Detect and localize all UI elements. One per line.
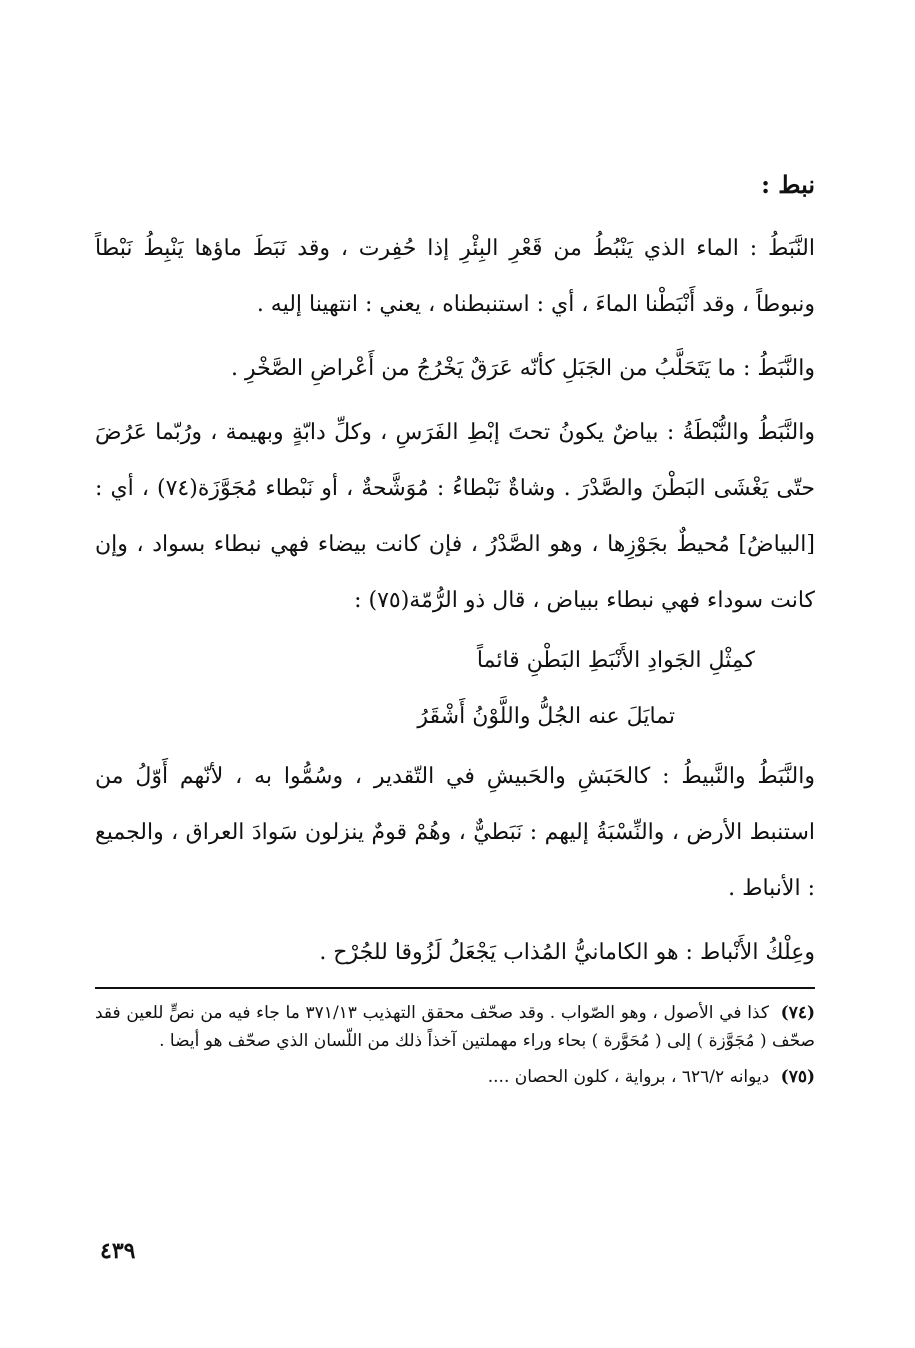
verse-hemistich-2: تمايَلَ عنه الجُلُّ واللَّوْنُ أَشْقَرُ: [417, 704, 675, 729]
footnote-75: [95, 1063, 815, 1091]
paragraph-mountain: والنَّبَطُ : ما يَتَحَلَّبُ من الجَبَلِ كأنّه عَرَقٌ يَخْرُجُ من أَعْراضِ الصَّخْرِ .: [230, 356, 815, 381]
footnote-number: (٧٥): [780, 1067, 815, 1087]
page-body: [95, 170, 815, 1099]
entry-heading: نبط :: [761, 170, 815, 199]
footnote-text: كذا في الأصول ، وهو الصّواب . وقد صحّف محقق التهذيب ٣٧١/١٣ ما جاء فيه من نصٍّ للعين فقد صحّف ( مُجَوَّزة ) إلى ( مُحَوَّرة ) بحاء وراء مهملتين آخذاً ذلك من اللّسان الذي صحّف هو أيضا .: [95, 1003, 815, 1051]
footnote-74: [95, 999, 815, 1055]
page-number: ٤٣٩: [100, 1238, 136, 1264]
footnote-number: (٧٤): [780, 1003, 816, 1023]
footnote-divider: [95, 987, 815, 989]
paragraph-water: النَّبَطُ : الماء الذي يَنْبُطُ من قَعْرِ البِئْرِ إذا حُفِرت ، وقد نَبَطَ ماؤها يَنْبِطُ نَبْطاً ونبوطاً ، وقد أَنْبَطْنا الماءَ ، أي : استنبطناه ، يعني : انتهينا إليه .: [95, 236, 815, 317]
footnote-text: ديوانه ٦٢٦/٢ ، برواية ، كلون الحصان ....: [487, 1067, 770, 1087]
paragraph-resin: وعِلْكُ الأَنْباط : هو الكامانيُّ المُذاب يَجْعَلُ لَزُوقا للجُرْح .: [319, 940, 815, 965]
verse-hemistich-1: كمِثْلِ الجَوادِ الأَنْبَطِ البَطْنِ قائماً: [476, 648, 755, 673]
poem-verse: [95, 633, 815, 745]
paragraph-nabat-people: والنَّبَطُ والنَّبيطُ : كالحَبَشِ والحَبيشِ في التّقدير ، وسُمُّوا به ، لأنّهم أَوّلُ من استنبط الأرض ، والنِّسْبَةُ إليهم : نَبَطيٌّ ، وهُمْ قومٌ ينزلون سَوادَ العراق ، والجميع : الأنباط .: [95, 764, 815, 901]
paragraph-whiteness: والنَّبَطُ والنُّبْطَةُ : بياضٌ يكونُ تحتَ إبْطِ الفَرَسِ ، وكلِّ دابّةٍ وبهيمة ، ورُبّما عَرُضَ حتّى يَغْشَى البَطْنَ والصَّدْرَ . وشاةٌ نَبْطاءُ : مُوَشَّحةٌ ، أو نَبْطاء مُجَوَّزَة(٧٤) ، أي : [البياضُ] مُحيطٌ بجَوْزِها ، وهو الصَّدْرُ ، فإن كانت بيضاء فهي نبطاء بسواد ، وإن كانت سوداء فهي نبطاء ببياض ، قال ذو الرُّمّة(٧٥) :: [95, 420, 815, 613]
